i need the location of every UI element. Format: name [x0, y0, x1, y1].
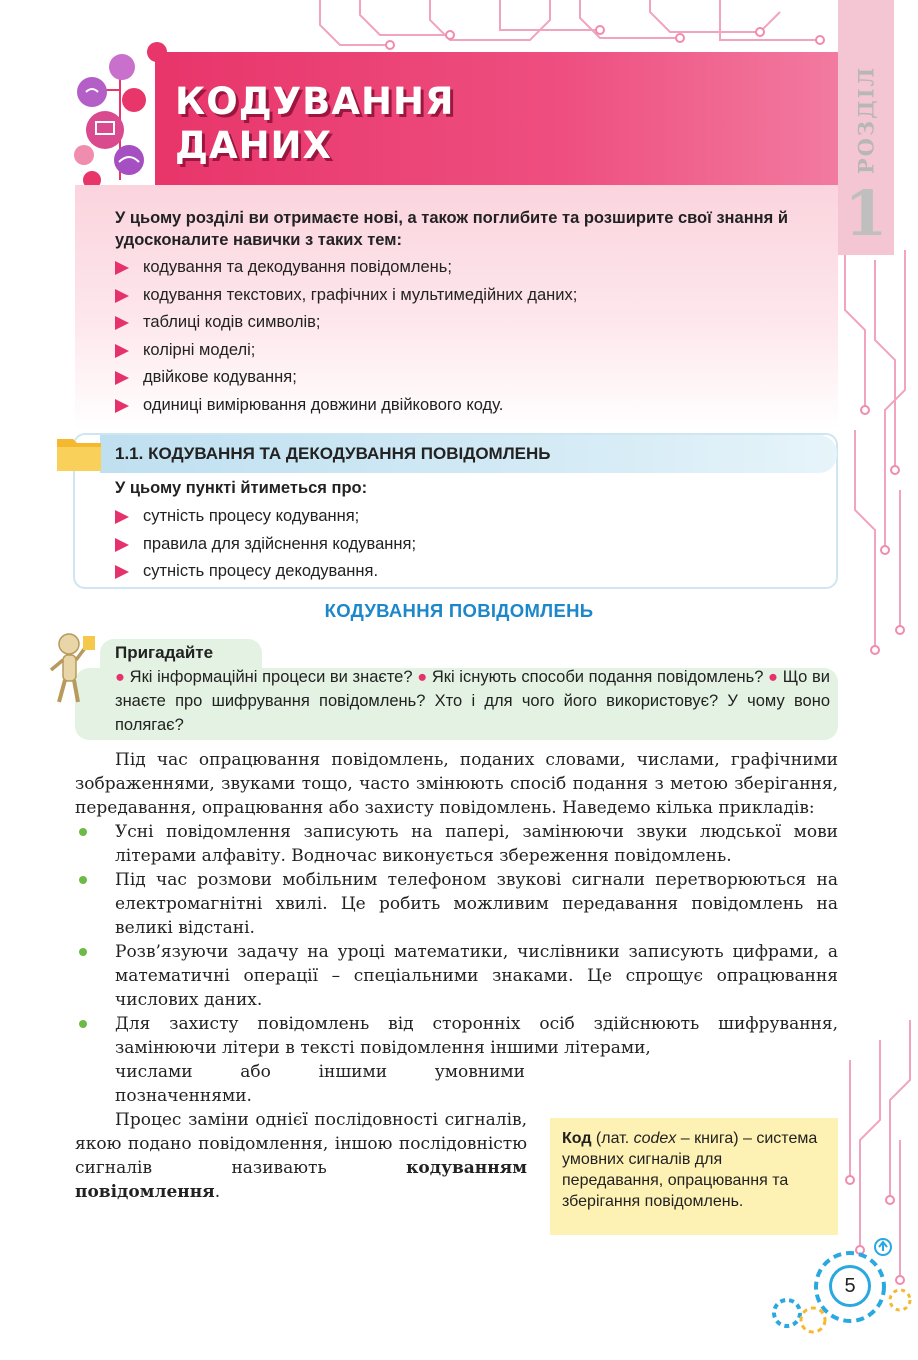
green-dot-icon	[79, 828, 87, 836]
pink-dot-icon: ●	[115, 668, 126, 686]
triangle-bullet-icon	[115, 316, 129, 330]
bullet-continuation: числами або іншими умовними позначеннями.	[115, 1062, 525, 1106]
triangle-bullet-icon	[115, 565, 129, 579]
list-item: Усні повідомлення записують на папері, замінюючи звуки людської мови літерами алфавіту. Водночас виконується збереження повідомлень.	[75, 820, 838, 868]
paragraph: Процес заміни однієї послідовності сигналів, якою подано повідомлення, іншою послідовністю сигналів називають кодуванням повідомлення.	[75, 1110, 528, 1202]
definition-term: Код	[562, 1130, 592, 1147]
intro-lead: У цьому розділі ви отримаєте нові, а також поглибите та розширите свої знання й удосконалите навички з таких тем:	[115, 209, 788, 249]
subsection-items-list	[115, 503, 835, 586]
list-item: таблиці кодів символів;	[115, 309, 835, 337]
list-item: кодування та декодування повідомлень;	[115, 254, 835, 282]
list-item: кодування текстових, графічних і мультимедійних даних;	[115, 282, 835, 310]
circuit-decoration-top	[300, 0, 840, 60]
green-dot-icon	[79, 948, 87, 956]
list-item: двійкове кодування;	[115, 364, 835, 392]
pink-dot-icon: ●	[768, 668, 779, 686]
definition-latin: codex	[633, 1130, 677, 1147]
body-bullet-list	[75, 820, 838, 1108]
triangle-bullet-icon	[115, 289, 129, 303]
tech-icons-cluster	[72, 30, 167, 200]
bold-term: кодуванням повідомлення	[75, 1158, 528, 1202]
list-item: одиниці вимірювання довжини двійкового коду.	[115, 392, 835, 420]
list-item: Розв’язуючи задачу на уроці математики, числівники записують цифрами, а математичні операції – спеціальними знаками. Це спрощує опрацювання числових даних.	[75, 940, 838, 1012]
subsection-title: 1.1. КОДУВАННЯ ТА ДЕКОДУВАННЯ ПОВІДОМЛЕНЬ	[115, 444, 551, 463]
paragraph: Під час опрацювання повідомлень, поданих словами, числами, графічними зображеннями, звуками тощо, часто змінюють спосіб подання з метою зберігання, передавання, опрацювання або захисту повідомлень. Наведемо кілька прикладів:	[75, 750, 838, 818]
recall-title: Пригадайте	[115, 643, 214, 662]
pink-dot-icon: ●	[417, 668, 428, 686]
definition-box: Код (лат. codex – книга) – система умовних сигналів для передавання, опрацювання та зберігання повідомлень.	[550, 1118, 838, 1235]
triangle-bullet-icon	[115, 510, 129, 524]
thinking-figure-icon	[45, 630, 100, 705]
list-item: Під час розмови мобільним телефоном звукові сигнали перетворюються на електромагнітні хвилі. Це робить можливим передавання повідомлень на великі відстані.	[75, 868, 838, 940]
list-item: сутність процесу кодування;	[115, 503, 835, 531]
section-heading: КОДУВАННЯ ПОВІДОМЛЕНЬ	[324, 600, 594, 621]
list-item: Для захисту повідомлень від сторонніх осіб здійснюють шифрування, замінюючи літери в тексті повідомлення іншими літерами, числами або іншими умовними позначеннями.	[75, 1012, 838, 1108]
chapter-title-line1: КОДУВАННЯ	[175, 80, 455, 123]
subsection-lead: У цьому пункті йтиметься про:	[115, 479, 368, 497]
section-number: 1	[844, 177, 888, 250]
green-dot-icon	[79, 1020, 87, 1028]
page-number: 5	[829, 1265, 871, 1307]
list-item: сутність процесу декодування.	[115, 558, 835, 586]
triangle-bullet-icon	[115, 399, 129, 413]
chapter-title	[175, 80, 575, 168]
section-label: РОЗДІЛ	[853, 65, 879, 175]
folder-icon	[55, 433, 103, 473]
triangle-bullet-icon	[115, 261, 129, 275]
recall-questions: ● Які інформаційні процеси ви знаєте? ● Які існують способи подання повідомлень? ● Що ви знаєте про шифрування повідомлень? Хто і для чого його використовує? У чому воно полягає?	[115, 668, 830, 734]
triangle-bullet-icon	[115, 344, 129, 358]
intro-topics-list	[115, 254, 835, 419]
triangle-bullet-icon	[115, 371, 129, 385]
triangle-bullet-icon	[115, 538, 129, 552]
list-item: колірні моделі;	[115, 337, 835, 365]
chapter-title-line2: ДАНИХ	[175, 124, 333, 167]
list-item: правила для здійснення кодування;	[115, 531, 835, 559]
green-dot-icon	[79, 876, 87, 884]
